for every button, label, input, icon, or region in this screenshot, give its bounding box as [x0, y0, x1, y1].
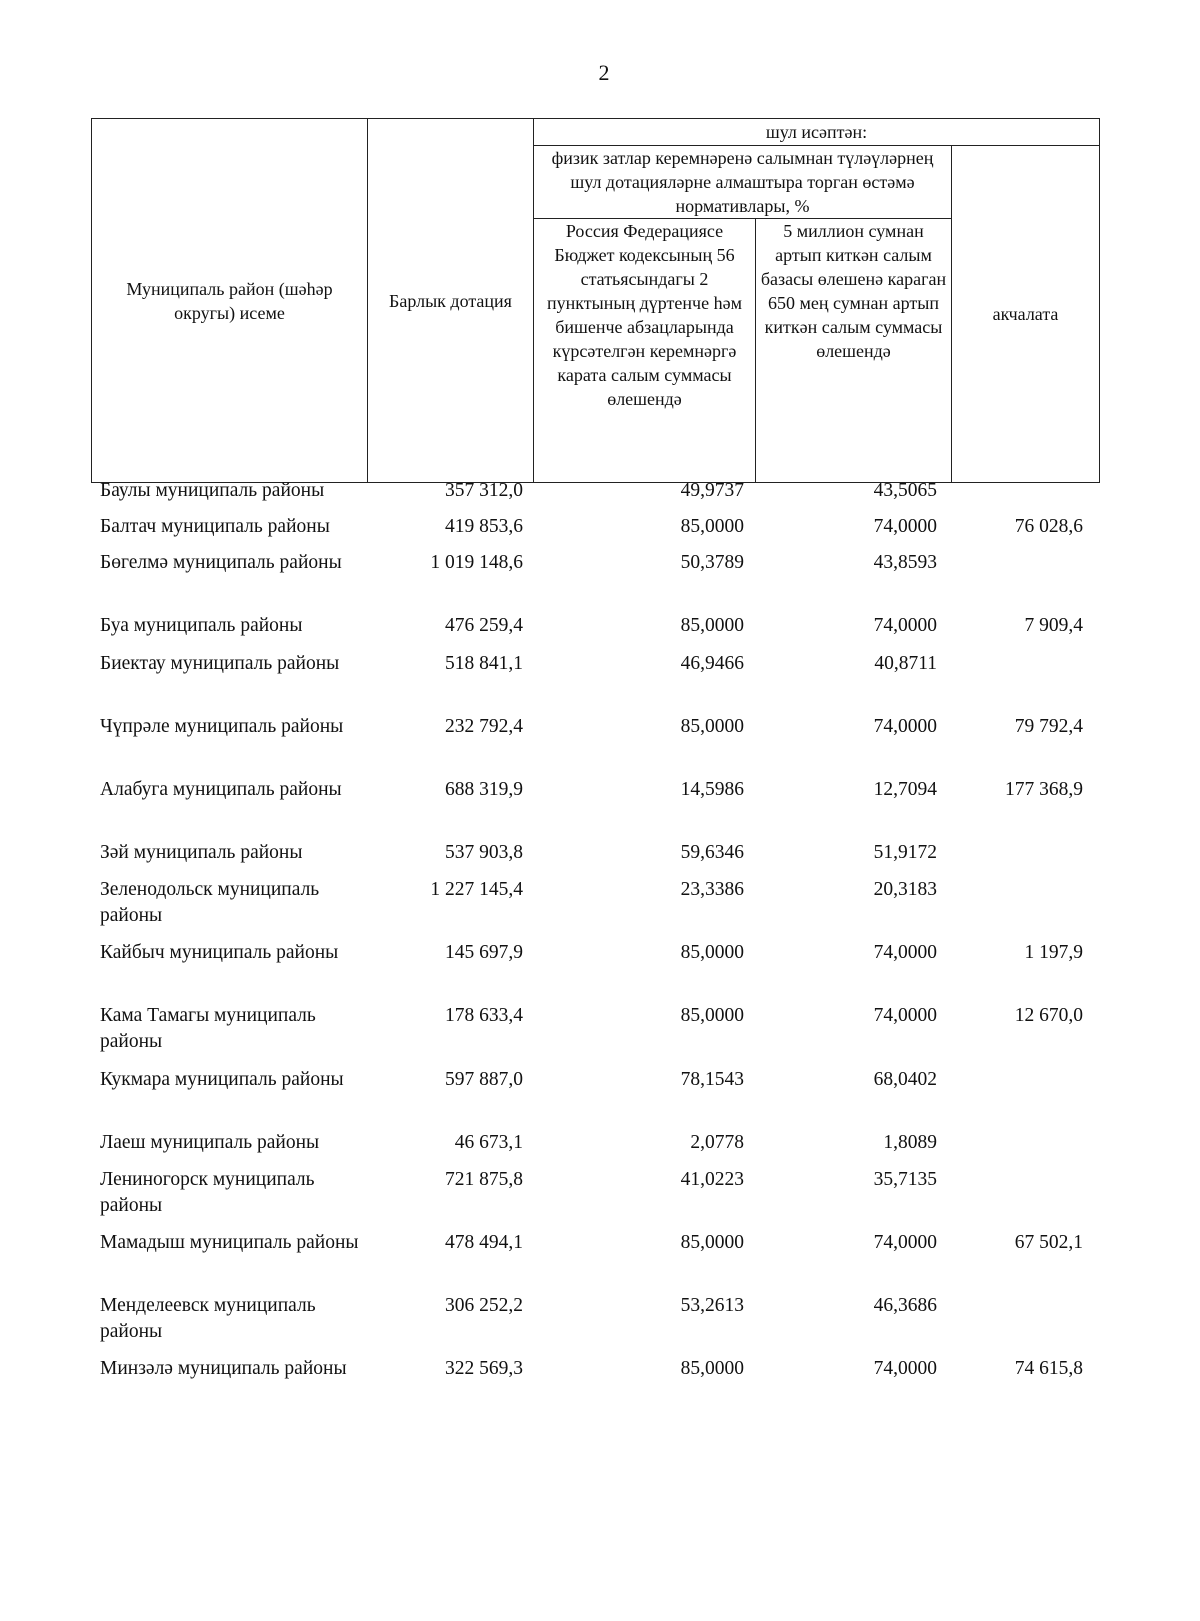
row-five-million-percent: 74,0000 [873, 516, 937, 537]
row-budget-percent: 85,0000 [680, 716, 744, 737]
row-name: Биектау муниципаль районы [100, 653, 340, 674]
row-five-million-percent: 74,0000 [873, 716, 937, 737]
header-cash-column: акчалата [952, 146, 1100, 483]
row-budget-percent: 50,3789 [680, 552, 744, 573]
table-row [0, 1067, 1200, 1119]
row-name: Лениногорск муниципаль районы [100, 1169, 315, 1216]
row-five-million-percent: 74,0000 [873, 942, 937, 963]
row-total: 322 569,3 [445, 1358, 523, 1379]
row-total: 721 875,8 [445, 1169, 523, 1190]
row-name: Зәй муниципаль районы [100, 842, 303, 863]
row-cash: 67 502,1 [1014, 1232, 1083, 1253]
row-cash: 1 197,9 [1024, 942, 1083, 963]
row-name: Алабуга муниципаль районы [100, 779, 342, 800]
row-budget-percent: 23,3386 [680, 879, 744, 900]
row-cash: 79 792,4 [1014, 716, 1083, 737]
row-total: 357 312,0 [445, 480, 523, 501]
row-five-million-percent: 43,8593 [873, 552, 937, 573]
row-budget-percent: 59,6346 [680, 842, 744, 863]
row-five-million-percent: 68,0402 [873, 1069, 937, 1090]
row-budget-percent: 53,2613 [680, 1295, 744, 1316]
row-total: 232 792,4 [445, 716, 523, 737]
table-row [0, 940, 1200, 992]
row-total: 1 019 148,6 [430, 552, 523, 573]
row-five-million-percent: 20,3183 [873, 879, 937, 900]
row-five-million-percent: 74,0000 [873, 615, 937, 636]
row-name: Мамадыш муниципаль районы [100, 1232, 359, 1253]
table-row [0, 478, 1200, 504]
row-cash: 74 615,8 [1014, 1358, 1083, 1379]
header-five-million-column: 5 миллион сумнан артып киткән салым базасы өлешенә караган 650 мең сумнан артып киткән салым суммасы өлешендә [756, 219, 952, 483]
header-name-column: Муниципаль район (шәһәр округы) исеме [92, 119, 368, 483]
table-row [0, 1230, 1200, 1282]
table-row [0, 1356, 1200, 1408]
row-total: 1 227 145,4 [430, 879, 523, 900]
header-total-column: Барлык дотация [368, 119, 534, 483]
table-row [0, 777, 1200, 829]
table-row [0, 840, 1200, 866]
row-cash: 76 028,6 [1014, 516, 1083, 537]
row-name: Баулы муниципаль районы [100, 480, 325, 501]
header-including: шул исәптән: [534, 119, 1100, 146]
table-row [0, 1167, 1200, 1219]
row-name: Балтач муниципаль районы [100, 516, 330, 537]
row-total: 688 319,9 [445, 779, 523, 800]
row-total: 145 697,9 [445, 942, 523, 963]
row-total: 46 673,1 [454, 1132, 523, 1153]
row-budget-percent: 85,0000 [680, 516, 744, 537]
row-budget-percent: 41,0223 [680, 1169, 744, 1190]
row-name: Менделеевск муниципаль районы [100, 1295, 316, 1342]
row-budget-percent: 85,0000 [680, 942, 744, 963]
page-number: 2 [598, 60, 610, 85]
header-phys-group: физик затлар керемнәренә салымнан түләүләрнең шул дотацияләрне алмаштыра торган өстәмә нормативлары, % [534, 146, 952, 219]
row-total: 178 633,4 [445, 1005, 523, 1026]
row-five-million-percent: 51,9172 [873, 842, 937, 863]
row-budget-percent: 85,0000 [680, 1232, 744, 1253]
row-budget-percent: 14,5986 [680, 779, 744, 800]
row-total: 476 259,4 [445, 615, 523, 636]
row-budget-percent: 85,0000 [680, 1005, 744, 1026]
row-five-million-percent: 74,0000 [873, 1005, 937, 1026]
row-budget-percent: 49,9737 [680, 480, 744, 501]
table-row [0, 613, 1200, 639]
row-name: Чүпрәле муниципаль районы [100, 716, 344, 737]
table-row [0, 550, 1200, 602]
row-cash: 177 368,9 [1005, 779, 1083, 800]
row-budget-percent: 78,1543 [680, 1069, 744, 1090]
row-name: Кукмара муниципаль районы [100, 1069, 344, 1090]
row-cash: 12 670,0 [1014, 1005, 1083, 1026]
row-five-million-percent: 12,7094 [873, 779, 937, 800]
row-name: Бөгелмә муниципаль районы [100, 552, 342, 573]
row-five-million-percent: 43,5065 [873, 480, 937, 501]
row-total: 478 494,1 [445, 1232, 523, 1253]
row-total: 597 887,0 [445, 1069, 523, 1090]
row-five-million-percent: 35,7135 [873, 1169, 937, 1190]
row-five-million-percent: 74,0000 [873, 1232, 937, 1253]
row-total: 419 853,6 [445, 516, 523, 537]
row-five-million-percent: 1,8089 [883, 1132, 937, 1153]
row-budget-percent: 2,0778 [690, 1132, 744, 1153]
table-row [0, 514, 1200, 540]
header-budget-column: Россия Федерациясе Бюджет кодексының 56 статьясындагы 2 пунктының дүртенче һәм бишенче абзацларында күрсәтелгән керемнәргә карата салым суммасы өлешендә [534, 219, 756, 483]
table-header [91, 118, 1100, 483]
table-row [0, 877, 1200, 929]
row-five-million-percent: 74,0000 [873, 1358, 937, 1379]
row-name: Кайбыч муниципаль районы [100, 942, 339, 963]
row-name: Кама Тамагы муниципаль районы [100, 1005, 316, 1052]
row-name: Лаеш муниципаль районы [100, 1132, 320, 1153]
table-row [0, 1130, 1200, 1156]
row-cash: 7 909,4 [1024, 615, 1083, 636]
row-name: Зеленодольск муниципаль районы [100, 879, 320, 926]
row-total: 518 841,1 [445, 653, 523, 674]
row-budget-percent: 85,0000 [680, 615, 744, 636]
row-total: 537 903,8 [445, 842, 523, 863]
row-total: 306 252,2 [445, 1295, 523, 1316]
table-row [0, 1003, 1200, 1055]
row-budget-percent: 85,0000 [680, 1358, 744, 1379]
table-row [0, 714, 1200, 766]
row-name: Минзәлә муниципаль районы [100, 1358, 347, 1379]
row-name: Буа муниципаль районы [100, 615, 303, 636]
table-row [0, 651, 1200, 703]
row-five-million-percent: 40,8711 [874, 653, 937, 674]
row-five-million-percent: 46,3686 [873, 1295, 937, 1316]
table-row [0, 1293, 1200, 1345]
row-budget-percent: 46,9466 [680, 653, 744, 674]
